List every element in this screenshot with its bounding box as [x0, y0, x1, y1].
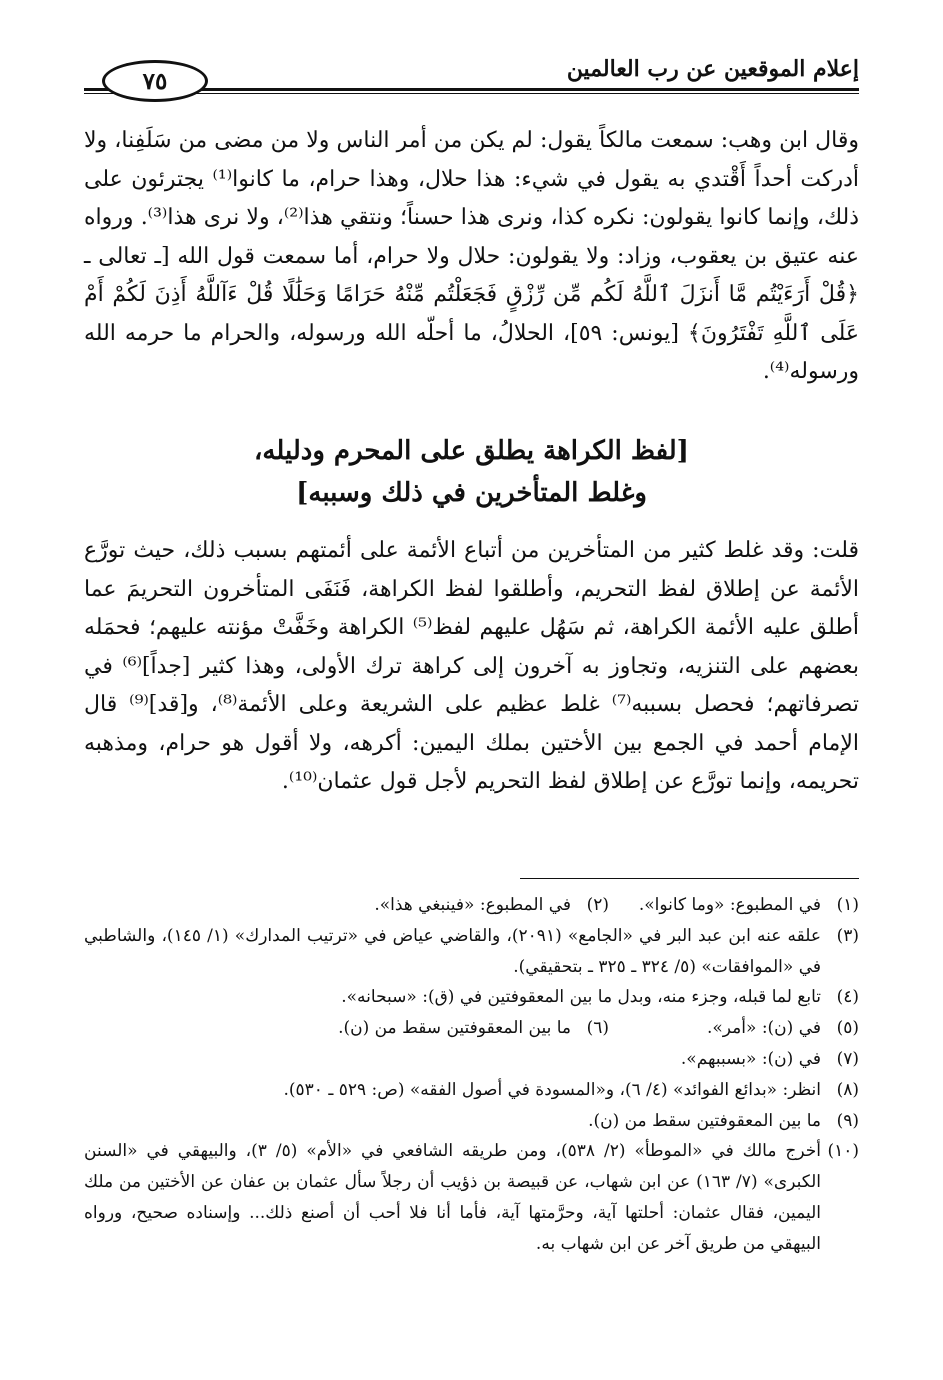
footnote-6: [338, 1013, 609, 1044]
footnote-number: (٨): [836, 1079, 859, 1100]
footnote-3: [84, 921, 859, 983]
footnote-separator: [520, 878, 859, 879]
footnote-row: [84, 890, 859, 921]
footnote-number: (١٠): [827, 1141, 859, 1162]
footnote-number: (١): [836, 895, 859, 915]
footnote-number: (٣): [836, 925, 859, 946]
footnote-text: في (ن): «أمر».: [707, 1018, 821, 1039]
section-heading-line2: وغلط المتأخرين في ذلك وسببه]: [296, 478, 647, 508]
section-heading-line1: [لفظ الكراهة يطلق على المحرم ودليله،: [254, 436, 689, 466]
footnote-7: [84, 1044, 859, 1075]
footnote-10: [84, 1136, 859, 1259]
footnote-text: في المطبوع: «وما كانوا».: [638, 895, 821, 915]
footnote-number: (٥): [836, 1018, 859, 1039]
footnote-text: في (ن): «بسببهم».: [680, 1048, 821, 1069]
footnote-8: [84, 1075, 859, 1106]
footnote-4: [84, 982, 859, 1013]
running-title: إعلام الموقعين عن رب العالمين: [566, 56, 859, 82]
footnote-5: [609, 1013, 859, 1044]
footnote-2: [374, 890, 609, 921]
footnote-1: [609, 890, 859, 921]
footnote-number: (٢): [586, 895, 609, 915]
footnote-number: (٩): [836, 1110, 859, 1131]
footnotes: [84, 890, 859, 1260]
header-rule-thin: [84, 93, 859, 94]
paragraph-qultu: قلت: وقد غلط كثير من المتأخرين من أتباع الأئمة على أئمتهم بسبب ذلك، حيث تورَّع الأئمة عن إطلاق لفظ التحريم، وأطلقوا لفظ الكراهة، فَنَفَى المتأخرون التحريمَ عما أطلق عليه الأئمة الكراهة، ثم سَهُل عليهم لفظ⁽⁵⁾ الكراهة وخَفَّتْ مؤنته عليهم؛ فحمَله بعضهم على التنزيه، وتجاوز به آخرون إلى كراهة ترك الأولى، وهذا كثير [جداً]⁽⁶⁾ في تصرفاتهم؛ فحصل بسببه⁽⁷⁾ غلط عظيم على الشريعة وعلى الأئمة⁽⁸⁾، و[قد]⁽⁹⁾ قال الإمام أحمد في الجمع بين الأختين بملك اليمين: أكرهه، ولا أقول هو حرام، ومذهبه تحريمه، وإنما تورَّع عن إطلاق لفظ التحريم لأجل قول عثمان⁽¹⁰⁾.: [84, 538, 860, 794]
page-number: ٧٥: [102, 60, 208, 102]
footnote-text: أخرج مالك في «الموطأ» (٢/ ٥٣٨)، ومن طريقه الشافعي في «الأم» (٥/ ٣)، والبيهقي في «السنن الكبرى» (٧/ ١٦٣) عن ابن شهاب، عن قبيصة بن ذؤيب أن رجلاً سأل عثمان بن عفان عن الأختين من ملك اليمين، فقال عثمان: أحلتها آية، وحرَّمتها آية، فأما أنا فلا أحب أن أصنع ذلك... وإسناده صحيح، ورواه البيهقي من طريق آخر عن ابن شهاب به.: [84, 1141, 821, 1254]
footnote-row: [84, 1013, 859, 1044]
footnote-number: (٤): [836, 987, 859, 1008]
paragraph-ibn-wahb: وقال ابن وهب: سمعت مالكاً يقول: لم يكن من أمر الناس ولا من مضى من سَلَفِنا، ولا أدركت أحداً أَقْتدي به يقول في شيء: هذا حلال، وهذا حرام، ما كانوا⁽¹⁾ يجترئون على ذلك، وإنما كانوا يقولون: نكره كذا، ونرى هذا حسناً؛ ونتقي هذا⁽²⁾، ولا نرى هذا⁽³⁾. ورواه عنه عتيق بن يعقوب، وزاد: ولا يقولون: حلال ولا حرام، أما سمعت قول الله [ـ تعالى ـ ﴿قُلْ أَرَءَيْتُم مَّا أَنزَلَ ٱللَّهُ لَكُم مِّن رِّزْقٍ فَجَعَلْتُم مِّنْهُ حَرَامًا وَحَلَٰلًا قُلْ ءَآللَّهُ أَذِنَ لَكُمْ أَمْ عَلَى ٱللَّهِ تَفْتَرُونَ﴾ [يونس: ٥٩]، الحلالُ، ما أحلّه الله ورسوله، والحرام ما حرمه الله ورسوله⁽⁴⁾.: [84, 128, 859, 384]
footnote-9: [84, 1106, 859, 1137]
footnote-text: ما بين المعقوفتين سقط من (ن).: [588, 1110, 821, 1131]
footnote-text: انظر: «بدائع الفوائد» (٤/ ٦)، و«المسودة في أصول الفقه» (ص: ٥٢٩ ـ ٥٣٠).: [283, 1079, 821, 1100]
footnote-number: (٧): [836, 1048, 859, 1069]
footnote-text: علقه عنه ابن عبد البر في «الجامع» (٢٠٩١)، والقاضي عياض في «ترتيب المدارك» (١/ ١٤٥)، والشاطبي في «الموافقات» (٥/ ٣٢٤ ـ ٣٢٥ ـ بتحقيقي).: [84, 925, 821, 977]
footnote-text: تابع لما قبله، وجزء منه، وبدل ما بين المعقوفتين في (ق): «سبحانه».: [341, 987, 821, 1008]
footnote-text: في المطبوع: «فينبغي هذا».: [374, 895, 571, 915]
footnote-text: ما بين المعقوفتين سقط من (ن).: [338, 1018, 571, 1039]
footnote-number: (٦): [586, 1018, 609, 1039]
section-heading: [84, 430, 859, 514]
